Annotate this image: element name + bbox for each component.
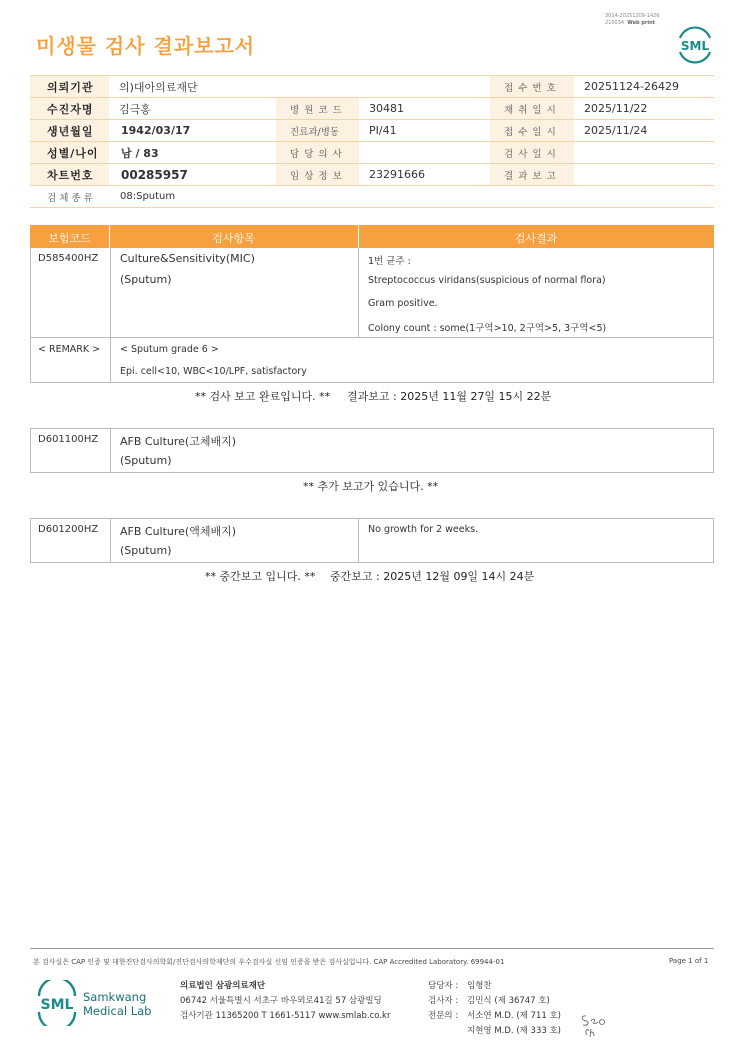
test-date-value [574,142,714,164]
requester-label: 의뢰기관 [30,76,109,98]
specialist-label: 전문의 : [428,1011,459,1021]
collection-date-label: 채 취 일 시 [490,98,574,120]
cap-note: 본 검사실은 CAP 인증 및 대한진단검사의학회/진단검사의학재단의 우수검사실 신임 인증을 받은 검사실입니다. CAP Accredited Laboratory. 69944-01 [33,958,505,966]
test2-item-line1: AFB Culture(고체배지) [120,435,237,448]
patient-info-table [30,75,714,208]
patient-name-value: 김극홍 [109,98,276,120]
in-charge-value: 임형찬 [467,981,492,991]
header-code: 보험코드 [48,232,91,245]
org-info [180,979,390,1024]
requester-value: 의)대아의료재단 [109,76,490,98]
print-code-2: 210034 [605,20,625,26]
test1-result-line4: Colony count : some(1구역>10, 2구역>5, 3구역<5) [368,323,607,334]
page-number: Page 1 of 1 [669,957,709,965]
remark-line1: < Sputum grade 6 > [120,344,219,355]
test3-status: ** 중간보고 입니다. ** [205,570,316,583]
remark-label: < REMARK > [38,344,101,355]
sex-age-label: 성별/나이 [30,142,109,164]
dept-value: PI/41 [359,120,490,142]
samkwang-logo-icon [35,980,155,1026]
hospital-code-label: 병 원 코 드 [276,98,359,120]
sex-age-value: 남 / 83 [109,142,276,164]
footer-logo-name2: Medical Lab [83,1004,152,1018]
test3-block [30,518,714,563]
test2-item-line2: (Sputum) [120,454,172,467]
header-result: 검사결과 [514,232,558,245]
collection-date-value: 2025/11/22 [574,98,714,120]
print-label: Web print [627,20,656,26]
test1-report-time: 결과보고 : 2025년 11월 27일 15시 22분 [347,390,552,403]
clinical-value: 23291666 [359,164,490,186]
test2-code: D601100HZ [38,434,99,445]
test3-item-line1: AFB Culture(액체배지) [120,525,237,538]
test2-block [30,428,714,473]
footer-logo-name1: Samkwang [83,990,147,1004]
staff-labels [428,979,458,1024]
tester-label: 검사자 : [428,996,459,1006]
footer-logo-sml: SML [40,997,74,1013]
test2-status: ** 추가 보고가 있습니다. ** [303,480,439,493]
test1-item-line1: Culture&Sensitivity(MIC) [120,252,255,265]
birth-label: 생년월일 [30,120,109,142]
test3-report-time: 중간보고 : 2025년 12월 09일 14시 24분 [330,570,535,583]
birth-value: 1942/03/17 [109,120,276,142]
test1-status: ** 검사 보고 완료입니다. ** [195,390,331,403]
test1-item-line2: (Sputum) [120,273,172,286]
test1-result-line2: Streptococcus viridans(suspicious of normal flora) [368,275,606,286]
report-value [574,164,714,186]
sml-logo-icon [676,24,714,64]
remark-line2: Epi. cell<10, WBC<10/LPF, satisfactory [120,366,307,377]
sml-logo-text: SML [680,39,710,53]
test3-item-line2: (Sputum) [120,544,172,557]
specimen-value: 08:Sputum [109,186,714,208]
specialist2-value: 지현영 M.D. (제 333 호) [467,1026,562,1036]
footer-divider [30,948,714,949]
test1-block [30,248,714,383]
test3-code: D601200HZ [38,524,99,535]
test-date-label: 검 사 일 시 [490,142,574,164]
specimen-label: 검 체 종 류 [30,186,109,208]
tester-value: 김민식 (제 36747 호) [467,996,550,1006]
dept-label: 진료과/병동 [276,120,359,142]
results-header [30,225,714,248]
chart-no-value: 00285957 [109,164,276,186]
clinical-label: 임 상 정 보 [276,164,359,186]
receipt-date-label: 접 수 일 시 [490,120,574,142]
in-charge-label: 담당자 : [428,981,459,991]
receipt-no-label: 접 수 번 호 [490,76,574,98]
test1-code: D585400HZ [38,253,99,264]
doctor-value [359,142,490,164]
header-item: 검사항목 [212,232,255,245]
test1-result-line1: 1번 균주 : [368,256,411,267]
specialist1-value: 서소연 M.D. (제 711 호) [467,1011,562,1021]
receipt-no-value: 20251124-26429 [574,76,714,98]
test1-result-line3: Gram positive. [368,298,438,309]
print-code: 3014-20251209-1426 [605,13,660,19]
report-label: 결 과 보 고 [490,164,574,186]
receipt-date-value: 2025/11/24 [574,120,714,142]
org-contact: 검사기관 11365200 T 1661-5117 www.smlab.co.kr [180,1011,391,1021]
doctor-label: 담 당 의 사 [276,142,359,164]
org-address: 06742 서울특별시 서초구 바우뫼로41길 57 삼광빌딩 [180,996,382,1006]
signature-icon [578,1010,608,1040]
patient-name-label: 수진자명 [30,98,109,120]
chart-no-label: 차트번호 [30,164,109,186]
hospital-code-value: 30481 [359,98,490,120]
staff-values [467,979,561,1039]
test3-result: No growth for 2 weeks. [368,524,479,535]
print-info [605,13,685,27]
org-name: 의료법인 삼광의료재단 [180,981,266,991]
report-title: 미생물 검사 결과보고서 [36,34,256,58]
